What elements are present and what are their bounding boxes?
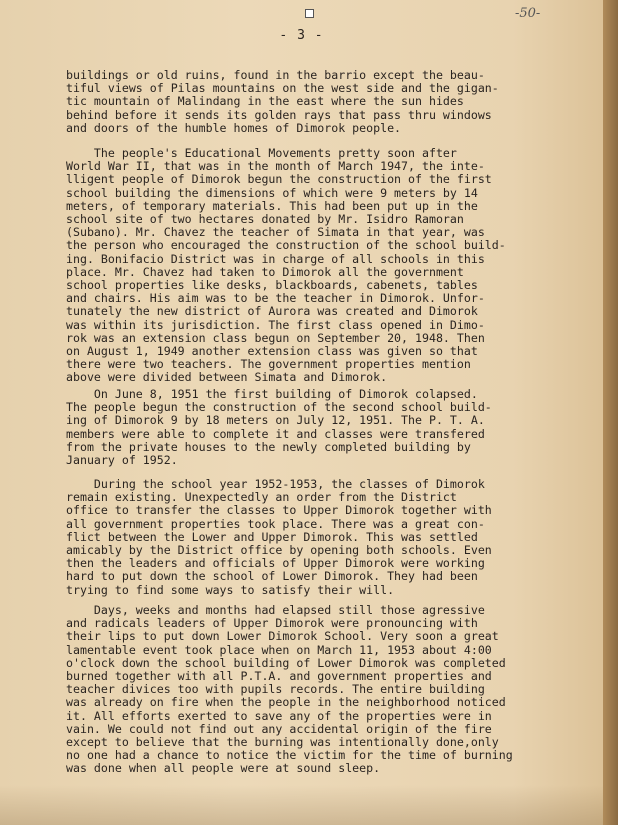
paragraph-3: On June 8, 1951 the first building of Dimorok colapsed. The people begun the construction of the second school build- ing of Dimorok 9 by 18 meters on July 12, 1951. The P. T. A. members were able to complete it and classes were transfered from the private houses to the newly completed building by January of 1952. xyxy=(66,387,492,468)
paragraph-2: The people's Educational Movements pretty soon after World War II, that was in the month of March 1947, the inte- lligent people of Dimorok begun the construction of the first school building the dimensions of which were 9 meters by 14 meters, of temporary materials. This had been put up in the school site of two hectares donated by Mr. Isidro Ramoran (Subano). Mr. Chavez the teacher of Simata in that year, was the person who encouraged the construction of the school build- ing. Bonifacio District was in charge of all schools in this place. Mr. Chavez had taken to Dimorok all the government school properties like desks, blackboards, cabenets, tables and chairs. His aim was to be the teacher in Dimorok. Unfor- tunately the new district of Aurora was created and Dimorok was within its jurisdiction. The first class opened in Dimo- rok was an extension class begun on September 20, 1948. Then on August 1, 1949 another extension class was given so that there were two teachers. The government properties mention above were divided between Simata and Dimorok. xyxy=(66,146,506,385)
paragraph-1: buildings or old ruins, found in the barrio except the beau- tiful views of Pilas mountains on the west side and the gigan- tic mountain of Malindang in the east where the sun hides behind before it sends its golden rays that pass thru windows and doors of the humble homes of Dimorok people. xyxy=(66,68,499,135)
paragraph-4: During the school year 1952-1953, the classes of Dimorok remain existing. Unexpectedly an order from the District office to transfer the classes to Upper Dimorok together with all government properties took place. There was a great con- flict between the Lower and Upper Dimorok. This was settled amicably by the District office by opening both schools. Even then the leaders and officials of Upper Dimorok were working hard to put down the school of Lower Dimorok. They had been trying to find some ways to satisfy their will. xyxy=(66,477,492,597)
page-bottom-shading xyxy=(0,785,603,825)
page-corner-mark xyxy=(305,9,314,18)
paragraph-5: Days, weeks and months had elapsed still those agressive and radicals leaders of Upper Dimorok were pronouncing with their lips to put down Lower Dimorok School. Very soon a great lamentable event took place when on March 11, 1953 about 4:00 o'clock down the school building of Lower Dimorok was completed burned together with all P.T.A. and government properties and teacher divices too with pupils records. The entire building was already on fire when the people in the neighborhood noticed it. All efforts exerted to save any of the properties were in vain. We could not find out any accidental origin of the fire except to believe that the burning was intentionally done,only no one had a chance to notice the victim for the time of burning was done when all people were at sound sleep. xyxy=(66,603,513,776)
page-binding-edge xyxy=(603,0,618,825)
page-number: - 3 - xyxy=(279,28,324,43)
folio-number: -50- xyxy=(515,6,541,21)
